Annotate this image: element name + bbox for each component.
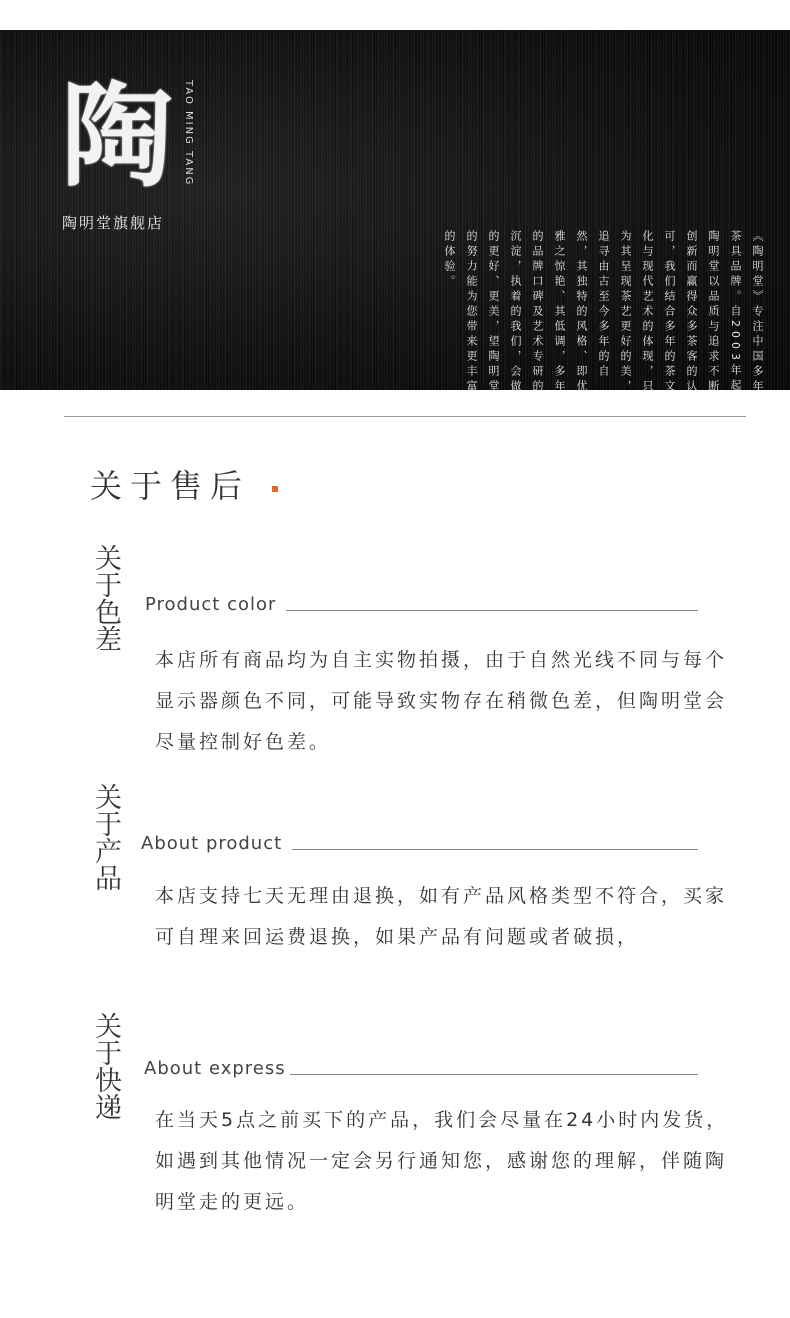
section-title: 关于售后: [90, 467, 251, 505]
heading-product-color: Product color: [145, 594, 277, 615]
brand-banner: [0, 30, 790, 395]
accent-dot: [272, 486, 278, 492]
brand-logo-pinyin: TAO MING TANG: [183, 80, 194, 187]
heading-about-product: About product: [141, 833, 283, 854]
heading-about-express: About express: [144, 1058, 286, 1079]
brand-logo-character: 陶: [61, 71, 173, 202]
store-name: 陶明堂旗舰店: [62, 214, 165, 232]
label-product: 关于产品: [90, 783, 121, 891]
heading-rule: [286, 610, 698, 611]
label-color-difference: 关于色差: [90, 544, 121, 652]
divider: [64, 416, 746, 417]
paragraph-express: 在当天5点之前买下的产品，我们会尽量在24小时内发货，如遇到其他情况一定会另行通知您，感谢您的理解，伴随陶明堂走的更远。: [155, 1109, 729, 1213]
paragraph-product: 本店支持七天无理由退换，如有产品风格类型不符合，买家可自理来回运费退换，如果产品有问题或者破损，: [155, 885, 728, 948]
heading-rule: [290, 1074, 698, 1075]
brand-introduction: 《陶明堂》专注中国多年茶具品牌。自2003年起陶明堂以品质与追求不断创新而赢得众多茶客的认可，我们结合多年的茶文化与现代艺术的体现，只为其呈现茶艺更好的美，追寻由古至今多年的自然，其独特的风格、即优雅之惊艳、其低调，多年的品牌口碑及艺术专研的沉淀，执着的我们，会做的更好、更美，望陶明堂的努力能为您带来更丰富的体验。: [443, 230, 764, 395]
label-express: 关于快递: [90, 1012, 121, 1120]
heading-rule: [292, 849, 698, 850]
paragraph-color-difference: 本店所有商品均为自主实物拍摄，由于自然光线不同与每个显示器颜色不同，可能导致实物存在稍微色差，但陶明堂会尽量控制好色差。: [155, 649, 728, 753]
